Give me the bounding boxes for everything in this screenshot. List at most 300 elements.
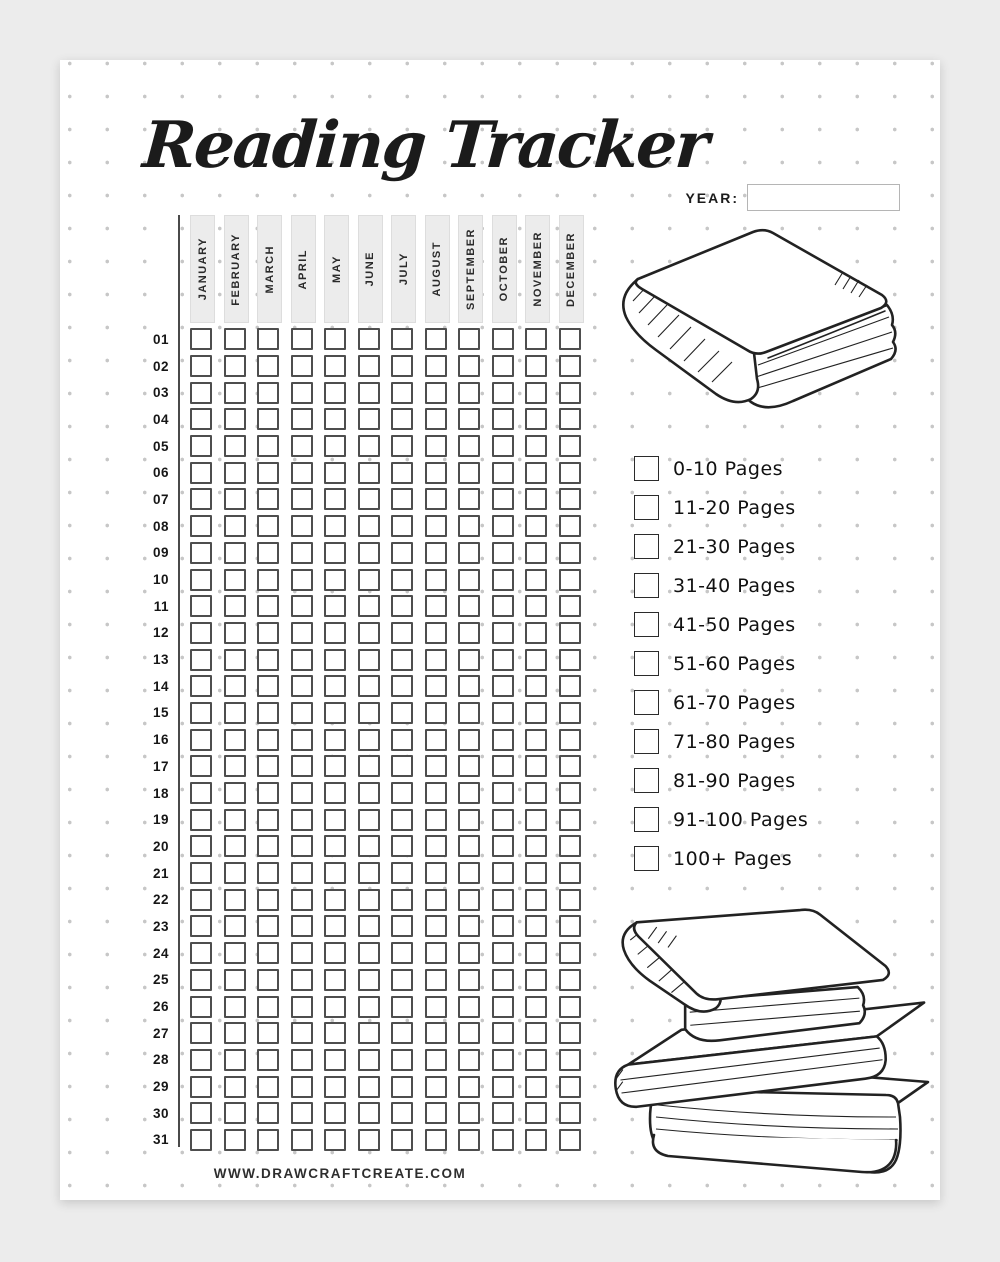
checkbox-january-10[interactable] — [190, 569, 212, 591]
checkbox-july-04[interactable] — [391, 408, 413, 430]
checkbox-march-11[interactable] — [257, 595, 279, 617]
checkbox-october-19[interactable] — [492, 809, 514, 831]
checkbox-january-04[interactable] — [190, 408, 212, 430]
checkbox-october-23[interactable] — [492, 915, 514, 937]
checkbox-june-21[interactable] — [358, 862, 380, 884]
checkbox-august-14[interactable] — [425, 675, 447, 697]
checkbox-july-27[interactable] — [391, 1022, 413, 1044]
checkbox-june-28[interactable] — [358, 1049, 380, 1071]
checkbox-september-05[interactable] — [458, 435, 480, 457]
checkbox-november-14[interactable] — [525, 675, 547, 697]
checkbox-july-02[interactable] — [391, 355, 413, 377]
checkbox-january-11[interactable] — [190, 595, 212, 617]
legend-checkbox-8[interactable] — [634, 768, 659, 793]
checkbox-january-31[interactable] — [190, 1129, 212, 1151]
checkbox-july-19[interactable] — [391, 809, 413, 831]
checkbox-august-08[interactable] — [425, 515, 447, 537]
checkbox-may-23[interactable] — [324, 915, 346, 937]
checkbox-january-01[interactable] — [190, 328, 212, 350]
checkbox-september-28[interactable] — [458, 1049, 480, 1071]
checkbox-december-17[interactable] — [559, 755, 581, 777]
checkbox-november-08[interactable] — [525, 515, 547, 537]
checkbox-december-22[interactable] — [559, 889, 581, 911]
checkbox-february-15[interactable] — [224, 702, 246, 724]
checkbox-may-30[interactable] — [324, 1102, 346, 1124]
checkbox-december-06[interactable] — [559, 462, 581, 484]
checkbox-july-09[interactable] — [391, 542, 413, 564]
checkbox-september-20[interactable] — [458, 835, 480, 857]
checkbox-july-11[interactable] — [391, 595, 413, 617]
legend-checkbox-9[interactable] — [634, 807, 659, 832]
checkbox-march-07[interactable] — [257, 488, 279, 510]
checkbox-december-16[interactable] — [559, 729, 581, 751]
checkbox-january-25[interactable] — [190, 969, 212, 991]
checkbox-march-26[interactable] — [257, 996, 279, 1018]
checkbox-september-11[interactable] — [458, 595, 480, 617]
checkbox-may-25[interactable] — [324, 969, 346, 991]
checkbox-february-11[interactable] — [224, 595, 246, 617]
checkbox-april-01[interactable] — [291, 328, 313, 350]
checkbox-august-17[interactable] — [425, 755, 447, 777]
checkbox-july-03[interactable] — [391, 382, 413, 404]
legend-checkbox-3[interactable] — [634, 573, 659, 598]
checkbox-july-31[interactable] — [391, 1129, 413, 1151]
checkbox-april-08[interactable] — [291, 515, 313, 537]
checkbox-june-26[interactable] — [358, 996, 380, 1018]
checkbox-june-10[interactable] — [358, 569, 380, 591]
checkbox-october-15[interactable] — [492, 702, 514, 724]
checkbox-december-26[interactable] — [559, 996, 581, 1018]
checkbox-january-17[interactable] — [190, 755, 212, 777]
checkbox-september-10[interactable] — [458, 569, 480, 591]
checkbox-january-16[interactable] — [190, 729, 212, 751]
checkbox-december-15[interactable] — [559, 702, 581, 724]
checkbox-january-23[interactable] — [190, 915, 212, 937]
checkbox-january-08[interactable] — [190, 515, 212, 537]
checkbox-february-06[interactable] — [224, 462, 246, 484]
checkbox-july-15[interactable] — [391, 702, 413, 724]
checkbox-october-13[interactable] — [492, 649, 514, 671]
checkbox-december-03[interactable] — [559, 382, 581, 404]
checkbox-november-10[interactable] — [525, 569, 547, 591]
checkbox-november-11[interactable] — [525, 595, 547, 617]
checkbox-august-06[interactable] — [425, 462, 447, 484]
checkbox-august-19[interactable] — [425, 809, 447, 831]
legend-checkbox-0[interactable] — [634, 456, 659, 481]
checkbox-december-02[interactable] — [559, 355, 581, 377]
checkbox-june-05[interactable] — [358, 435, 380, 457]
checkbox-march-03[interactable] — [257, 382, 279, 404]
checkbox-december-18[interactable] — [559, 782, 581, 804]
checkbox-april-19[interactable] — [291, 809, 313, 831]
checkbox-january-30[interactable] — [190, 1102, 212, 1124]
checkbox-april-15[interactable] — [291, 702, 313, 724]
checkbox-june-29[interactable] — [358, 1076, 380, 1098]
checkbox-november-12[interactable] — [525, 622, 547, 644]
checkbox-october-02[interactable] — [492, 355, 514, 377]
checkbox-october-27[interactable] — [492, 1022, 514, 1044]
checkbox-september-06[interactable] — [458, 462, 480, 484]
checkbox-august-15[interactable] — [425, 702, 447, 724]
checkbox-december-25[interactable] — [559, 969, 581, 991]
checkbox-march-28[interactable] — [257, 1049, 279, 1071]
checkbox-march-17[interactable] — [257, 755, 279, 777]
checkbox-november-19[interactable] — [525, 809, 547, 831]
checkbox-april-27[interactable] — [291, 1022, 313, 1044]
checkbox-november-31[interactable] — [525, 1129, 547, 1151]
checkbox-march-23[interactable] — [257, 915, 279, 937]
checkbox-june-27[interactable] — [358, 1022, 380, 1044]
checkbox-january-12[interactable] — [190, 622, 212, 644]
checkbox-october-31[interactable] — [492, 1129, 514, 1151]
checkbox-march-19[interactable] — [257, 809, 279, 831]
checkbox-november-25[interactable] — [525, 969, 547, 991]
checkbox-october-07[interactable] — [492, 488, 514, 510]
checkbox-january-21[interactable] — [190, 862, 212, 884]
checkbox-april-13[interactable] — [291, 649, 313, 671]
checkbox-august-31[interactable] — [425, 1129, 447, 1151]
checkbox-august-13[interactable] — [425, 649, 447, 671]
checkbox-september-13[interactable] — [458, 649, 480, 671]
checkbox-february-10[interactable] — [224, 569, 246, 591]
checkbox-april-14[interactable] — [291, 675, 313, 697]
checkbox-july-26[interactable] — [391, 996, 413, 1018]
checkbox-october-04[interactable] — [492, 408, 514, 430]
checkbox-august-27[interactable] — [425, 1022, 447, 1044]
checkbox-february-26[interactable] — [224, 996, 246, 1018]
checkbox-may-15[interactable] — [324, 702, 346, 724]
checkbox-january-19[interactable] — [190, 809, 212, 831]
checkbox-august-26[interactable] — [425, 996, 447, 1018]
checkbox-may-04[interactable] — [324, 408, 346, 430]
checkbox-october-05[interactable] — [492, 435, 514, 457]
checkbox-december-24[interactable] — [559, 942, 581, 964]
checkbox-february-28[interactable] — [224, 1049, 246, 1071]
checkbox-july-06[interactable] — [391, 462, 413, 484]
checkbox-october-18[interactable] — [492, 782, 514, 804]
checkbox-april-22[interactable] — [291, 889, 313, 911]
checkbox-april-20[interactable] — [291, 835, 313, 857]
checkbox-december-21[interactable] — [559, 862, 581, 884]
checkbox-february-20[interactable] — [224, 835, 246, 857]
checkbox-january-03[interactable] — [190, 382, 212, 404]
checkbox-march-06[interactable] — [257, 462, 279, 484]
checkbox-february-24[interactable] — [224, 942, 246, 964]
checkbox-january-29[interactable] — [190, 1076, 212, 1098]
checkbox-september-29[interactable] — [458, 1076, 480, 1098]
checkbox-september-25[interactable] — [458, 969, 480, 991]
checkbox-august-24[interactable] — [425, 942, 447, 964]
checkbox-june-03[interactable] — [358, 382, 380, 404]
checkbox-december-31[interactable] — [559, 1129, 581, 1151]
checkbox-november-28[interactable] — [525, 1049, 547, 1071]
checkbox-october-30[interactable] — [492, 1102, 514, 1124]
checkbox-september-24[interactable] — [458, 942, 480, 964]
checkbox-september-31[interactable] — [458, 1129, 480, 1151]
checkbox-april-21[interactable] — [291, 862, 313, 884]
checkbox-november-15[interactable] — [525, 702, 547, 724]
checkbox-november-05[interactable] — [525, 435, 547, 457]
checkbox-october-03[interactable] — [492, 382, 514, 404]
legend-checkbox-1[interactable] — [634, 495, 659, 520]
checkbox-august-23[interactable] — [425, 915, 447, 937]
legend-checkbox-2[interactable] — [634, 534, 659, 559]
checkbox-august-10[interactable] — [425, 569, 447, 591]
checkbox-may-02[interactable] — [324, 355, 346, 377]
checkbox-july-21[interactable] — [391, 862, 413, 884]
checkbox-december-08[interactable] — [559, 515, 581, 537]
checkbox-july-24[interactable] — [391, 942, 413, 964]
checkbox-november-16[interactable] — [525, 729, 547, 751]
checkbox-march-16[interactable] — [257, 729, 279, 751]
checkbox-june-22[interactable] — [358, 889, 380, 911]
checkbox-august-04[interactable] — [425, 408, 447, 430]
checkbox-september-22[interactable] — [458, 889, 480, 911]
checkbox-december-12[interactable] — [559, 622, 581, 644]
checkbox-october-09[interactable] — [492, 542, 514, 564]
checkbox-february-07[interactable] — [224, 488, 246, 510]
checkbox-june-19[interactable] — [358, 809, 380, 831]
checkbox-january-06[interactable] — [190, 462, 212, 484]
checkbox-may-13[interactable] — [324, 649, 346, 671]
checkbox-may-06[interactable] — [324, 462, 346, 484]
checkbox-january-20[interactable] — [190, 835, 212, 857]
checkbox-april-04[interactable] — [291, 408, 313, 430]
checkbox-september-12[interactable] — [458, 622, 480, 644]
checkbox-february-03[interactable] — [224, 382, 246, 404]
checkbox-july-13[interactable] — [391, 649, 413, 671]
checkbox-july-23[interactable] — [391, 915, 413, 937]
checkbox-may-19[interactable] — [324, 809, 346, 831]
checkbox-june-17[interactable] — [358, 755, 380, 777]
checkbox-march-18[interactable] — [257, 782, 279, 804]
checkbox-february-16[interactable] — [224, 729, 246, 751]
checkbox-june-16[interactable] — [358, 729, 380, 751]
checkbox-february-25[interactable] — [224, 969, 246, 991]
checkbox-may-26[interactable] — [324, 996, 346, 1018]
checkbox-november-07[interactable] — [525, 488, 547, 510]
legend-checkbox-10[interactable] — [634, 846, 659, 871]
checkbox-april-06[interactable] — [291, 462, 313, 484]
checkbox-january-09[interactable] — [190, 542, 212, 564]
checkbox-october-25[interactable] — [492, 969, 514, 991]
checkbox-july-12[interactable] — [391, 622, 413, 644]
checkbox-august-05[interactable] — [425, 435, 447, 457]
year-input[interactable] — [748, 185, 899, 210]
checkbox-july-29[interactable] — [391, 1076, 413, 1098]
checkbox-june-14[interactable] — [358, 675, 380, 697]
checkbox-august-18[interactable] — [425, 782, 447, 804]
checkbox-january-07[interactable] — [190, 488, 212, 510]
checkbox-september-15[interactable] — [458, 702, 480, 724]
checkbox-november-09[interactable] — [525, 542, 547, 564]
checkbox-february-05[interactable] — [224, 435, 246, 457]
checkbox-february-23[interactable] — [224, 915, 246, 937]
checkbox-march-12[interactable] — [257, 622, 279, 644]
checkbox-january-14[interactable] — [190, 675, 212, 697]
checkbox-december-27[interactable] — [559, 1022, 581, 1044]
checkbox-june-30[interactable] — [358, 1102, 380, 1124]
checkbox-may-29[interactable] — [324, 1076, 346, 1098]
checkbox-december-04[interactable] — [559, 408, 581, 430]
checkbox-july-18[interactable] — [391, 782, 413, 804]
checkbox-september-14[interactable] — [458, 675, 480, 697]
checkbox-november-04[interactable] — [525, 408, 547, 430]
checkbox-january-02[interactable] — [190, 355, 212, 377]
checkbox-january-27[interactable] — [190, 1022, 212, 1044]
checkbox-july-05[interactable] — [391, 435, 413, 457]
checkbox-december-07[interactable] — [559, 488, 581, 510]
checkbox-december-11[interactable] — [559, 595, 581, 617]
checkbox-september-04[interactable] — [458, 408, 480, 430]
checkbox-august-09[interactable] — [425, 542, 447, 564]
checkbox-september-07[interactable] — [458, 488, 480, 510]
checkbox-november-02[interactable] — [525, 355, 547, 377]
checkbox-september-30[interactable] — [458, 1102, 480, 1124]
checkbox-january-22[interactable] — [190, 889, 212, 911]
checkbox-december-09[interactable] — [559, 542, 581, 564]
checkbox-may-27[interactable] — [324, 1022, 346, 1044]
legend-checkbox-6[interactable] — [634, 690, 659, 715]
checkbox-july-25[interactable] — [391, 969, 413, 991]
checkbox-january-26[interactable] — [190, 996, 212, 1018]
checkbox-october-26[interactable] — [492, 996, 514, 1018]
checkbox-march-01[interactable] — [257, 328, 279, 350]
checkbox-september-02[interactable] — [458, 355, 480, 377]
checkbox-october-22[interactable] — [492, 889, 514, 911]
checkbox-july-14[interactable] — [391, 675, 413, 697]
checkbox-february-12[interactable] — [224, 622, 246, 644]
checkbox-may-16[interactable] — [324, 729, 346, 751]
checkbox-august-02[interactable] — [425, 355, 447, 377]
checkbox-february-22[interactable] — [224, 889, 246, 911]
checkbox-march-05[interactable] — [257, 435, 279, 457]
checkbox-april-12[interactable] — [291, 622, 313, 644]
checkbox-april-23[interactable] — [291, 915, 313, 937]
checkbox-december-20[interactable] — [559, 835, 581, 857]
checkbox-november-13[interactable] — [525, 649, 547, 671]
checkbox-april-31[interactable] — [291, 1129, 313, 1151]
checkbox-may-18[interactable] — [324, 782, 346, 804]
checkbox-january-15[interactable] — [190, 702, 212, 724]
checkbox-october-21[interactable] — [492, 862, 514, 884]
checkbox-july-08[interactable] — [391, 515, 413, 537]
checkbox-december-05[interactable] — [559, 435, 581, 457]
checkbox-february-13[interactable] — [224, 649, 246, 671]
checkbox-april-16[interactable] — [291, 729, 313, 751]
checkbox-february-19[interactable] — [224, 809, 246, 831]
checkbox-april-26[interactable] — [291, 996, 313, 1018]
checkbox-june-20[interactable] — [358, 835, 380, 857]
checkbox-october-14[interactable] — [492, 675, 514, 697]
checkbox-may-21[interactable] — [324, 862, 346, 884]
checkbox-july-28[interactable] — [391, 1049, 413, 1071]
checkbox-september-19[interactable] — [458, 809, 480, 831]
checkbox-september-23[interactable] — [458, 915, 480, 937]
checkbox-march-04[interactable] — [257, 408, 279, 430]
checkbox-may-10[interactable] — [324, 569, 346, 591]
checkbox-june-02[interactable] — [358, 355, 380, 377]
checkbox-march-25[interactable] — [257, 969, 279, 991]
checkbox-june-11[interactable] — [358, 595, 380, 617]
checkbox-august-21[interactable] — [425, 862, 447, 884]
checkbox-july-16[interactable] — [391, 729, 413, 751]
checkbox-may-24[interactable] — [324, 942, 346, 964]
checkbox-july-01[interactable] — [391, 328, 413, 350]
checkbox-april-07[interactable] — [291, 488, 313, 510]
checkbox-october-11[interactable] — [492, 595, 514, 617]
checkbox-november-01[interactable] — [525, 328, 547, 350]
checkbox-december-30[interactable] — [559, 1102, 581, 1124]
checkbox-april-17[interactable] — [291, 755, 313, 777]
checkbox-august-28[interactable] — [425, 1049, 447, 1071]
checkbox-january-28[interactable] — [190, 1049, 212, 1071]
checkbox-february-04[interactable] — [224, 408, 246, 430]
checkbox-march-10[interactable] — [257, 569, 279, 591]
checkbox-march-30[interactable] — [257, 1102, 279, 1124]
checkbox-december-14[interactable] — [559, 675, 581, 697]
checkbox-october-06[interactable] — [492, 462, 514, 484]
checkbox-october-16[interactable] — [492, 729, 514, 751]
checkbox-january-24[interactable] — [190, 942, 212, 964]
checkbox-june-31[interactable] — [358, 1129, 380, 1151]
checkbox-august-01[interactable] — [425, 328, 447, 350]
checkbox-april-03[interactable] — [291, 382, 313, 404]
checkbox-october-28[interactable] — [492, 1049, 514, 1071]
checkbox-october-10[interactable] — [492, 569, 514, 591]
checkbox-november-24[interactable] — [525, 942, 547, 964]
checkbox-september-08[interactable] — [458, 515, 480, 537]
checkbox-july-20[interactable] — [391, 835, 413, 857]
checkbox-march-27[interactable] — [257, 1022, 279, 1044]
checkbox-april-11[interactable] — [291, 595, 313, 617]
checkbox-june-09[interactable] — [358, 542, 380, 564]
checkbox-january-13[interactable] — [190, 649, 212, 671]
checkbox-november-20[interactable] — [525, 835, 547, 857]
checkbox-august-12[interactable] — [425, 622, 447, 644]
checkbox-november-26[interactable] — [525, 996, 547, 1018]
checkbox-april-02[interactable] — [291, 355, 313, 377]
checkbox-december-19[interactable] — [559, 809, 581, 831]
checkbox-july-30[interactable] — [391, 1102, 413, 1124]
checkbox-june-15[interactable] — [358, 702, 380, 724]
checkbox-april-30[interactable] — [291, 1102, 313, 1124]
checkbox-february-31[interactable] — [224, 1129, 246, 1151]
checkbox-august-20[interactable] — [425, 835, 447, 857]
checkbox-november-23[interactable] — [525, 915, 547, 937]
checkbox-november-22[interactable] — [525, 889, 547, 911]
legend-checkbox-5[interactable] — [634, 651, 659, 676]
checkbox-october-20[interactable] — [492, 835, 514, 857]
checkbox-april-29[interactable] — [291, 1076, 313, 1098]
checkbox-november-06[interactable] — [525, 462, 547, 484]
checkbox-march-22[interactable] — [257, 889, 279, 911]
checkbox-february-08[interactable] — [224, 515, 246, 537]
checkbox-may-07[interactable] — [324, 488, 346, 510]
checkbox-may-09[interactable] — [324, 542, 346, 564]
checkbox-october-24[interactable] — [492, 942, 514, 964]
checkbox-december-13[interactable] — [559, 649, 581, 671]
checkbox-june-24[interactable] — [358, 942, 380, 964]
checkbox-march-02[interactable] — [257, 355, 279, 377]
checkbox-april-18[interactable] — [291, 782, 313, 804]
checkbox-february-01[interactable] — [224, 328, 246, 350]
checkbox-february-17[interactable] — [224, 755, 246, 777]
checkbox-may-01[interactable] — [324, 328, 346, 350]
checkbox-october-29[interactable] — [492, 1076, 514, 1098]
checkbox-april-28[interactable] — [291, 1049, 313, 1071]
checkbox-december-01[interactable] — [559, 328, 581, 350]
